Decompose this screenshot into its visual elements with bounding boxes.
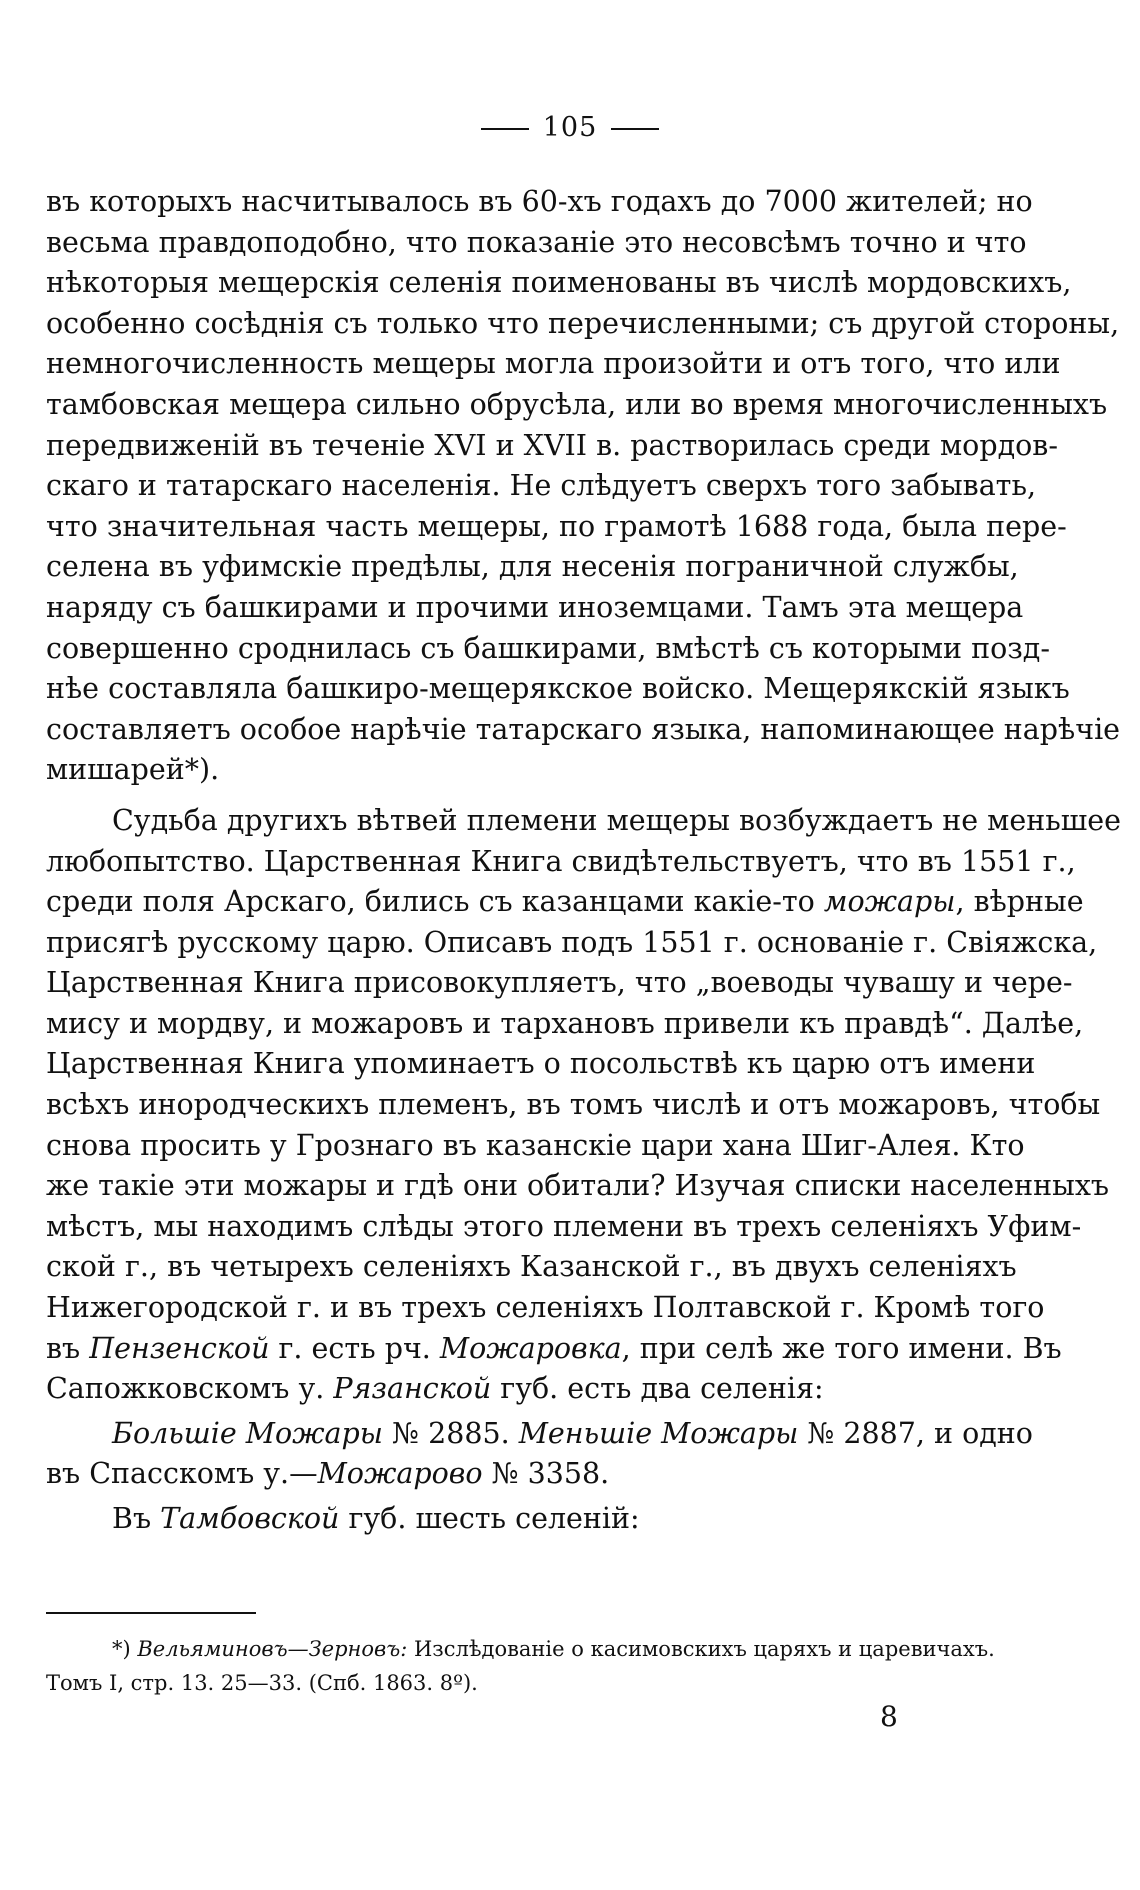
text-line: нѣе составляла башкиро-мещерякское войско. Мещерякскій языкъ [46,672,1070,706]
text-line: мису и мордву, и можаровъ и тархановъ привели къ правдѣ“. Далѣе, [46,1006,1084,1040]
text-line: Большіе Можары № 2885. Меньшіе Можары № 2887, и одно [112,1416,1033,1450]
header-dash-left [481,128,529,130]
italic-term: Пензенской [89,1331,270,1365]
text-line: Судьба другихъ вѣтвей племени мещеры возбуждаетъ не меньшее [112,803,1121,837]
footnote-divider [46,1612,256,1614]
text-line: особенно сосѣднія съ только что перечисленными; съ другой стороны, [46,306,1120,340]
text-line: тамбовская мещера сильно обрусѣла, или во время многочисленныхъ [46,387,1108,421]
italic-term: Рязанской [333,1372,492,1406]
footnote-line [46,1632,995,1666]
italic-term: Можарово [317,1457,483,1491]
text-line: мѣстъ, мы находимъ слѣды этого племени въ трехъ селеніяхъ Уфим- [46,1209,1082,1243]
main-text [46,182,1121,1540]
text-line: что значительная часть мещеры, по грамотѣ 1688 года, была пере- [46,509,1067,543]
italic-term: Меньшіе Можары [518,1416,799,1450]
text-line: мишарей*). [46,753,220,787]
text-line: любопытство. Царственная Книга свидѣтельствуетъ, что въ 1551 г., [46,844,1076,878]
text-line: составляетъ особое нарѣчіе татарскаго языка, напоминающее нарѣчіе [46,712,1121,746]
text-line: въ Спасскомъ у.—Можарово № 3358. [46,1457,610,1491]
text-line: весьма правдоподобно, что показаніе это несовсѣмъ точно и что [46,225,1027,259]
page-number: 105 [542,112,598,143]
text-line: Въ Тамбовской губ. шесть селеній: [112,1502,640,1535]
text-line: наряду съ башкирами и прочими иноземцами. Тамъ эта мещера [46,590,1024,624]
italic-term: Можаровка [439,1331,622,1365]
text-line: скаго и татарскаго населенія. Не слѣдуетъ сверхъ того забывать, [46,469,1037,503]
text-line: нѣкоторыя мещерскія селенія поименованы въ числѣ мордовскихъ, [46,266,1072,300]
footnote-marker: *) [112,1637,138,1661]
text-line: совершенно сроднилась съ башкирами, вмѣстѣ съ которыми позд- [46,631,1050,665]
text-line: передвиженій въ теченіе XVI и XVII в. растворилась среди мордов- [46,428,1058,462]
footnote-author: Вельяминовъ—Зерновъ: [137,1637,408,1661]
text-line: немногочисленность мещеры могла произойти и отъ того, что или [46,347,1061,381]
paragraph-gap [46,791,984,801]
text-line: Царственная Книга упоминаетъ о посольствѣ къ царю отъ имени [46,1047,1036,1081]
text-line: селена въ уфимскіе предѣлы, для несенія пограничной службы, [46,550,1019,584]
italic-term: можары [823,885,956,919]
text-line: же такіе эти можары и гдѣ они обитали? Изучая списки населенныхъ [46,1169,1110,1203]
text-line: всѣхъ инородческихъ племенъ, въ томъ числѣ и отъ можаровъ, чтобы [46,1088,1101,1122]
text-line: Сапожковскомъ у. Рязанской губ. есть два селенія: [46,1372,824,1406]
text-line: снова просить у Грознаго въ казанскіе цари хана Шиг-Алея. Кто [46,1128,1025,1162]
text-line: ской г., въ четырехъ селеніяхъ Казанской г., въ двухъ селеніяхъ [46,1250,1017,1284]
footnote [46,1632,995,1700]
text-line: въ которыхъ насчитывалось въ 60-хъ годахъ до 7000 жителей; но [46,185,1033,218]
page-header [0,112,1140,143]
footnote-line: Томъ I, стр. 13. 25—33. (Спб. 1863. 8º). [46,1671,478,1695]
text-line: присягѣ русскому царю. Описавъ подъ 1551 г. основаніе г. Свіяжска, [46,925,1098,959]
text-line: среди поля Арскаго, бились съ казанцами какіе-то можары, вѣрные [46,885,1084,919]
header-dash-right [611,128,659,130]
italic-term: Большіе Можары [112,1416,383,1450]
text-line: Царственная Книга присовокупляетъ, что „воеводы чувашу и чере- [46,966,1073,1000]
text-line: Нижегородской г. и въ трехъ селеніяхъ Полтавской г. Кромѣ того [46,1291,1045,1325]
signature-mark: 8 [880,1700,898,1733]
text-line: въ Пензенской г. есть рч. Можаровка, при селѣ же того имени. Въ [46,1331,1062,1365]
italic-term: Тамбовской [160,1502,340,1535]
footnote-title: Изслѣдованіе о касимовскихъ царяхъ и царевичахъ. [407,1637,995,1661]
